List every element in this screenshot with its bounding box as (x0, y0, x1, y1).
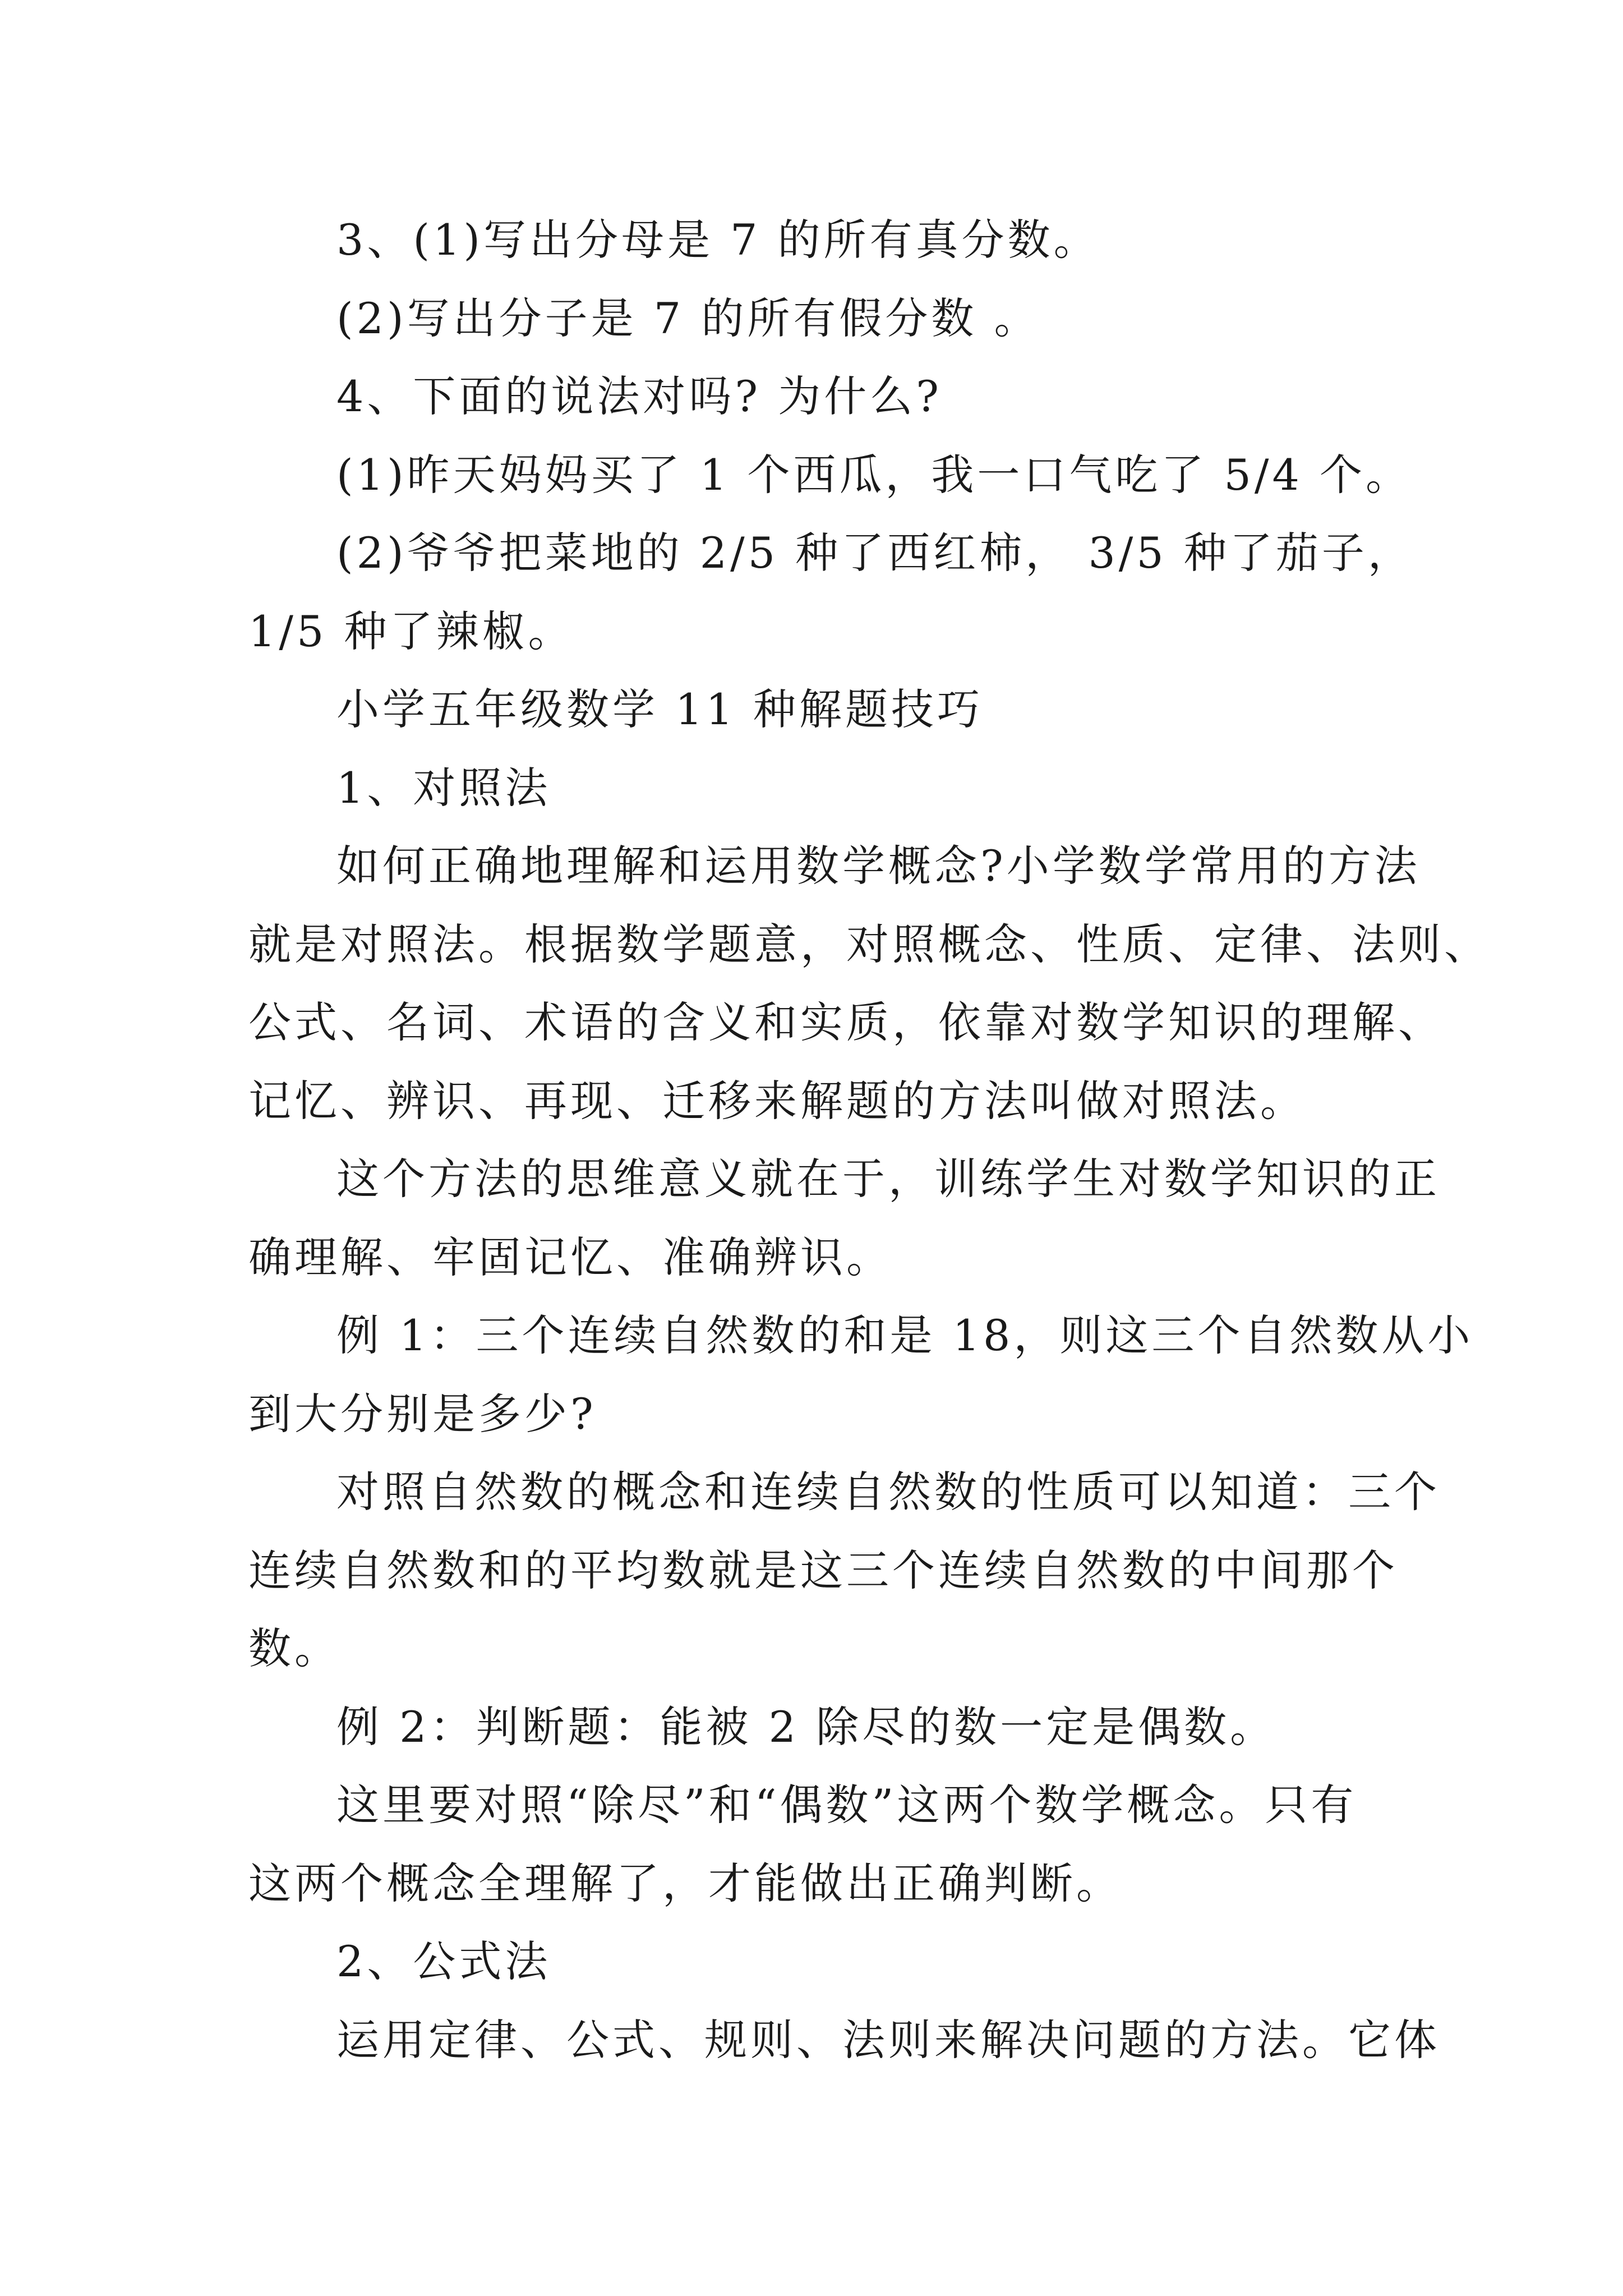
text-line: 4、下面的说法对吗? 为什么? (336, 371, 943, 421)
subsection-heading: 2、公式法 (336, 1936, 551, 1986)
subsection-heading: 1、对照法 (336, 763, 551, 813)
text-line: (2)爷爷把菜地的 2/5 种了西红柿， 3/5 种了茄子， (336, 528, 1414, 578)
text-line: 确理解、牢固记忆、准确辨识。 (248, 1232, 892, 1282)
text-line: 运用定律、公式、规则、法则来解决问题的方法。它体 (336, 2015, 1440, 2065)
text-line: 到大分别是多少? (248, 1389, 597, 1439)
text-line: 1/5 种了辣椒。 (248, 606, 574, 656)
text-line: 数。 (248, 1623, 340, 1673)
text-line: 连续自然数和的平均数就是这三个连续自然数的中间那个 (248, 1545, 1398, 1595)
text-line: 3、(1)写出分母是 7 的所有真分数。 (336, 215, 1100, 265)
text-line: 如何正确地理解和运用数学概念?小学数学常用的方法 (336, 841, 1421, 891)
text-line: 例 1：三个连续自然数的和是 18，则这三个自然数从小 (336, 1310, 1474, 1360)
text-line: 公式、名词、术语的含义和实质，依靠对数学知识的理解、 (248, 997, 1444, 1047)
text-line: 对照自然数的概念和连续自然数的性质可以知道：三个 (336, 1467, 1440, 1517)
text-line: 这两个概念全理解了，才能做出正确判断。 (248, 1858, 1122, 1908)
text-line: 这个方法的思维意义就在于，训练学生对数学知识的正 (336, 1154, 1440, 1204)
text-line: (1)昨天妈妈买了 1 个西瓜，我一口气吃了 5/4 个。 (336, 450, 1412, 500)
text-line: 记忆、辨识、再现、迁移来解题的方法叫做对照法。 (248, 1076, 1306, 1126)
text-line: (2)写出分子是 7 的所有假分数 。 (336, 293, 1040, 343)
text-line: 例 2：判断题：能被 2 除尽的数一定是偶数。 (336, 1702, 1276, 1752)
text-line: 就是对照法。根据数学题意，对照概念、性质、定律、法则、 (248, 919, 1490, 969)
section-heading: 小学五年级数学 11 种解题技巧 (336, 684, 984, 734)
text-line: 这里要对照“除尽”和“偶数”这两个数学概念。只有 (336, 1780, 1357, 1830)
